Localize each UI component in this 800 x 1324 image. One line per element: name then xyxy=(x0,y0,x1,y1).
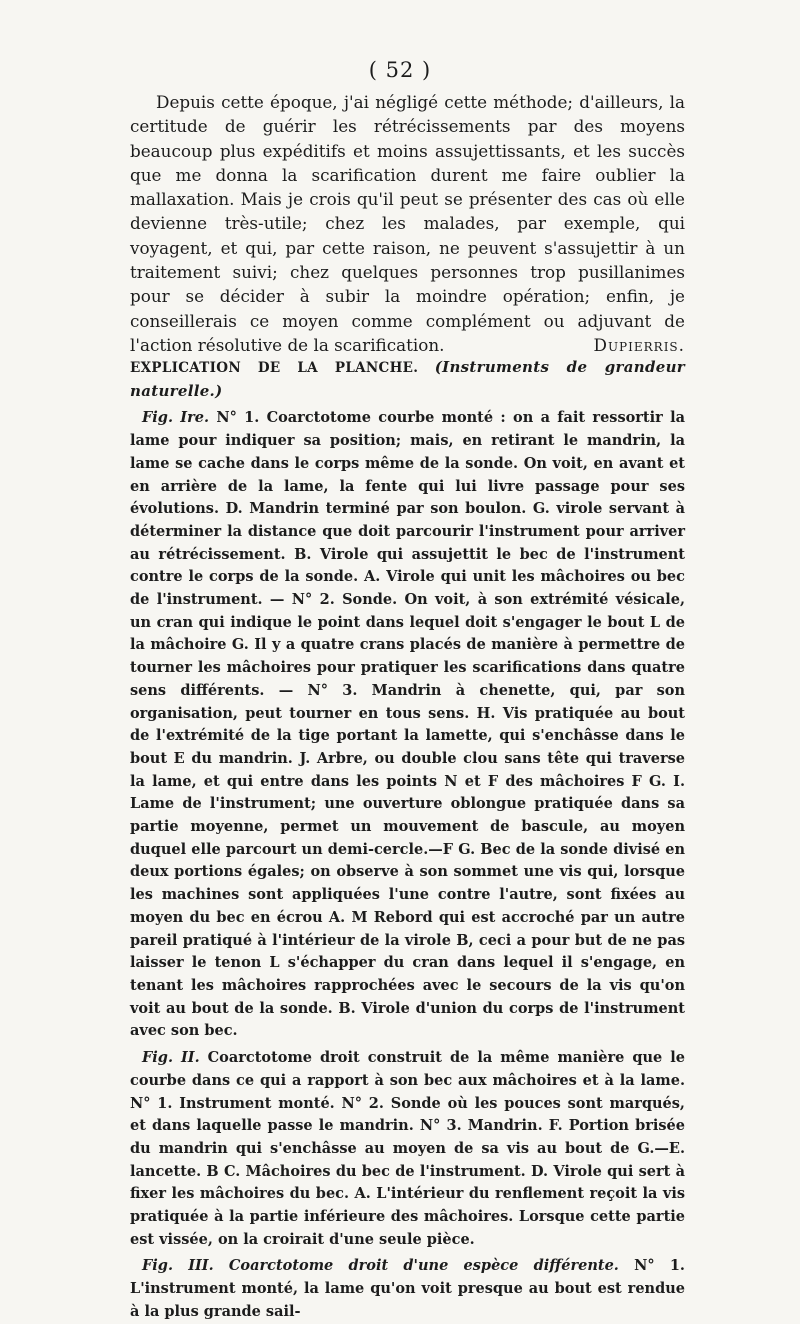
figure-3-text: N° 1. L'instrument monté, la lame qu'on voit presque au bout est rendue à la plus grande sail- xyxy=(130,1257,685,1320)
explanation-subtitle: (Instruments de grandeur naturelle.) xyxy=(130,358,685,400)
figure-3-title: Coarctotome droit d'une espèce différente. xyxy=(228,1257,619,1275)
plate-explanation xyxy=(130,356,685,1324)
figure-2-label: Fig. II. xyxy=(142,1049,200,1067)
intro-paragraph: Depuis cette époque, j'ai négligé cette méthode; d'ailleurs, la certitude de guérir les rétrécissements par des moyens beaucoup plus expéditifs et moins assujettissants, et les succès que me donna la scarification durent me faire oublier la mallaxation. Mais je crois qu'il peut se présenter des cas où elle devienne très-utile; chez les malades, par exemple, qui voyagent, et qui, par cette raison, ne peuvent s'assujettir à un traitement suivi; chez quelques personnes trop pusillanimes pour se décider à subir la moindre opération; enfin, je conseillerais ce moyen comme complément ou adjuvant de l'action résolutive de la scarification. xyxy=(130,92,685,355)
signature: Dupierris. xyxy=(593,335,685,356)
figure-2-description xyxy=(130,1047,685,1251)
figure-3-description xyxy=(130,1255,685,1323)
figure-1-text: N° 1. Coarctotome courbe monté : on a fait ressortir la lame pour indiquer sa position; mais, en retirant le mandrin, la lame se cache dans le corps même de la sonde. On voit, en avant et en arrière de la lame, la fente qui lui livre passage pour ses évolutions. D. Mandrin terminé par son boulon. G. virole servant à déterminer la distance que doit parcourir l'instrument pour arriver au rétrécissement. B. Virole qui assujettit le bec de l'instrument contre le corps de la sonde. A. Virole qui unit les mâchoires ou bec de l'instrument. — N° 2. Sonde. On voit, à son extrémité vésicale, un cran qui indique le point dans lequel doit s'engager le bout L de la mâchoire G. Il y a quatre crans placés de manière à permettre de tourner les mâchoires pour pratiquer les scarifications dans quatre sens différents. — N° 3. Mandrin à chenette, qui, par son organisation, peut tourner en tous sens. H. Vis pratiquée au bout de l'extrémité de la tige portant la lamette, qui s'enchâsse dans le bout E du mandrin. J. Arbre, ou double clou sans tête qui traverse la lame, et qui entre dans les points N et F des mâchoires F G. I. Lame de l'instrument; une ouverture oblongue pratiquée dans sa partie moyenne, permet un mouvement de bascule, au moyen duquel elle parcourt un demi-cercle.—F G. Bec de la sonde divisé en deux portions égales; on observe à son sommet une vis qui, lorsque les machines sont appliquées l'une contre l'autre, sont fixées au moyen du bec en écrou A. M Rebord qui est accroché par un autre pareil pratiqué à l'intérieur de la virole B, ceci a pour but de ne pas laisser le tenon L s'échapper du cran dans lequel il s'engage, en tenant les mâchoires rapprochées avec le secours de la vis qu'on voit au bout de la sonde. B. Virole d'union du corps de l'instrument avec son bec. xyxy=(130,409,685,1040)
figure-1-label: Fig. Ire. xyxy=(142,409,209,427)
page-number: ( 52 ) xyxy=(368,58,432,82)
figure-1-description xyxy=(130,407,685,1043)
figure-2-text: Coarctotome droit construit de la même manière que le courbe dans ce qui a rapport à son bec aux mâchoires et à la lame. N° 1. Instrument monté. N° 2. Sonde où les pouces sont marqués, et dans laquelle passe le mandrin. N° 3. Mandrin. F. Portion brisée du mandrin qui s'enchâsse au moyen de sa vis au bout de G.—E. lancette. B C. Mâchoires du bec de l'instrument. D. Virole qui sert à fixer les mâchoires du bec. A. L'intérieur du renflement reçoit la vis pratiquée à la partie inférieure des mâchoires. Lorsque cette partie est vissée, on la croirait d'une seule pièce. xyxy=(130,1049,685,1248)
explanation-title: EXPLICATION DE LA PLANCHE. xyxy=(130,360,419,376)
figure-3-label: Fig. III. xyxy=(142,1257,214,1275)
explanation-heading xyxy=(130,356,685,403)
intro-block xyxy=(130,90,685,358)
